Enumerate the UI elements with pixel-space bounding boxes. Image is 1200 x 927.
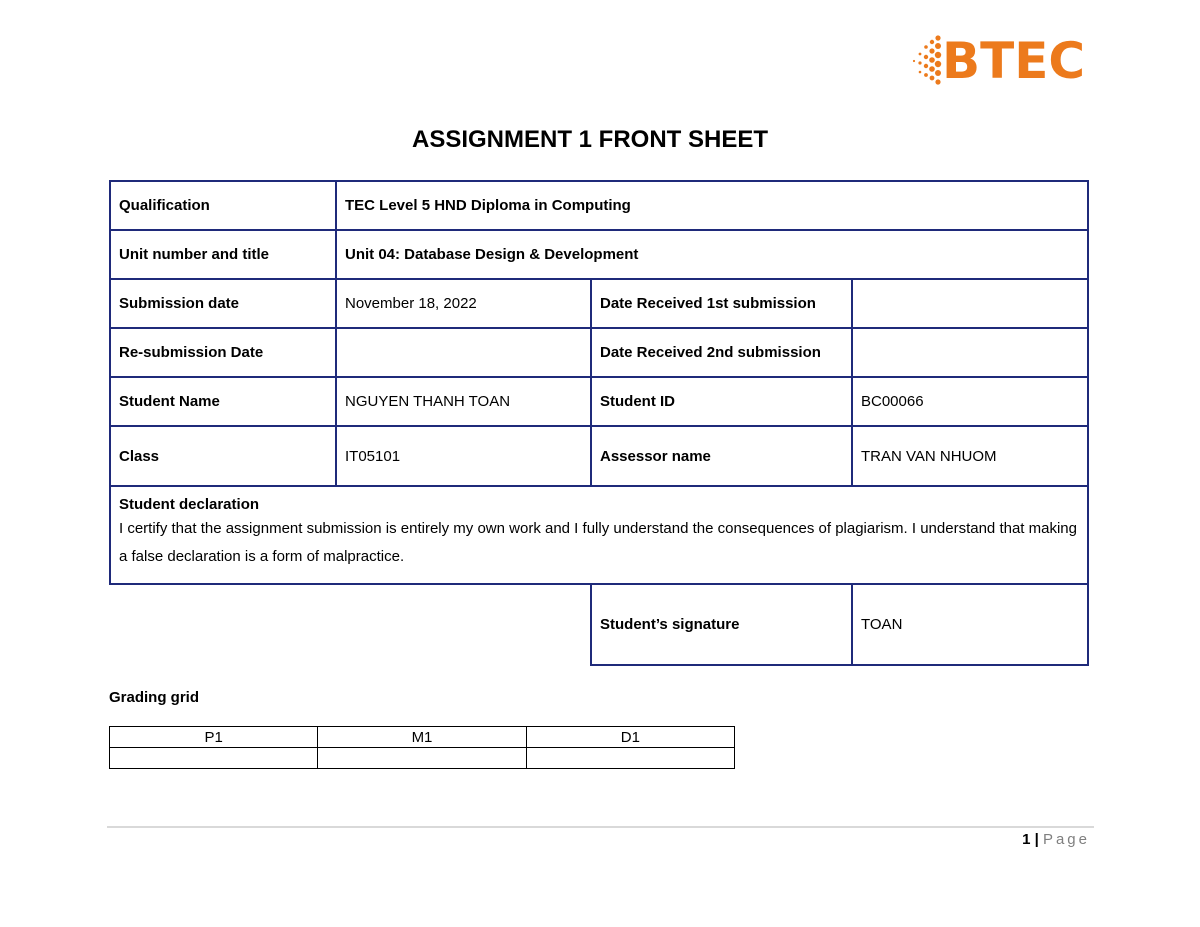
student-name-value: NGUYEN THANH TOAN bbox=[336, 377, 591, 426]
table-row bbox=[110, 486, 1088, 584]
resubmission-date-label: Re-submission Date bbox=[110, 328, 336, 377]
signature-value: TOAN bbox=[852, 584, 1088, 665]
logo-text: BTEC bbox=[942, 32, 1086, 90]
grading-grid-table bbox=[109, 726, 735, 769]
grade-header-p1: P1 bbox=[110, 727, 318, 748]
blank-cell bbox=[110, 584, 591, 665]
student-id-value: BC00066 bbox=[852, 377, 1088, 426]
table-row bbox=[110, 426, 1088, 486]
resubmission-date-value bbox=[336, 328, 591, 377]
submission-date-value: November 18, 2022 bbox=[336, 279, 591, 328]
declaration-heading: Student declaration bbox=[119, 496, 260, 513]
class-label: Class bbox=[110, 426, 336, 486]
date-received-2-value bbox=[852, 328, 1088, 377]
qualification-label: Qualification bbox=[110, 181, 336, 230]
grade-value-m1 bbox=[318, 748, 526, 769]
qualification-value: TEC Level 5 HND Diploma in Computing bbox=[336, 181, 1088, 230]
page-word: Page bbox=[1042, 831, 1090, 848]
table-row bbox=[110, 328, 1088, 377]
grading-header-row bbox=[110, 727, 735, 748]
assessor-value: TRAN VAN NHUOM bbox=[852, 426, 1088, 486]
grade-header-m1: M1 bbox=[318, 727, 526, 748]
grade-header-d1: D1 bbox=[526, 727, 734, 748]
declaration-text: I certify that the assignment submission is entirely my own work and I fully understand the consequences of plagiarism. I understand that making a false declaration is a form of malpractice. bbox=[119, 520, 1077, 565]
date-received-2-label: Date Received 2nd submission bbox=[591, 328, 852, 377]
declaration-cell bbox=[110, 486, 1088, 584]
student-name-label: Student Name bbox=[110, 377, 336, 426]
unit-value: Unit 04: Database Design & Development bbox=[336, 230, 1088, 279]
student-id-label: Student ID bbox=[591, 377, 852, 426]
grade-value-d1 bbox=[526, 748, 734, 769]
assessor-label: Assessor name bbox=[591, 426, 852, 486]
table-row bbox=[110, 230, 1088, 279]
submission-date-label: Submission date bbox=[110, 279, 336, 328]
table-row bbox=[110, 584, 1088, 665]
table-row bbox=[110, 279, 1088, 328]
page-number bbox=[1022, 830, 1090, 850]
date-received-1-value bbox=[852, 279, 1088, 328]
page-number-separator: | bbox=[1034, 831, 1039, 848]
page-title: ASSIGNMENT 1 FRONT SHEET bbox=[411, 126, 769, 153]
footer-divider bbox=[107, 826, 1094, 828]
table-row bbox=[110, 377, 1088, 426]
grading-grid-label: Grading grid bbox=[109, 689, 199, 706]
class-value: IT05101 bbox=[336, 426, 591, 486]
unit-label: Unit number and title bbox=[110, 230, 336, 279]
front-sheet-table bbox=[109, 180, 1089, 666]
signature-label: Student’s signature bbox=[591, 584, 852, 665]
date-received-1-label: Date Received 1st submission bbox=[591, 279, 852, 328]
grade-value-p1 bbox=[110, 748, 318, 769]
page-number-value: 1 bbox=[1022, 831, 1031, 848]
table-row bbox=[110, 181, 1088, 230]
grading-value-row bbox=[110, 748, 735, 769]
btec-logo bbox=[908, 30, 1094, 92]
